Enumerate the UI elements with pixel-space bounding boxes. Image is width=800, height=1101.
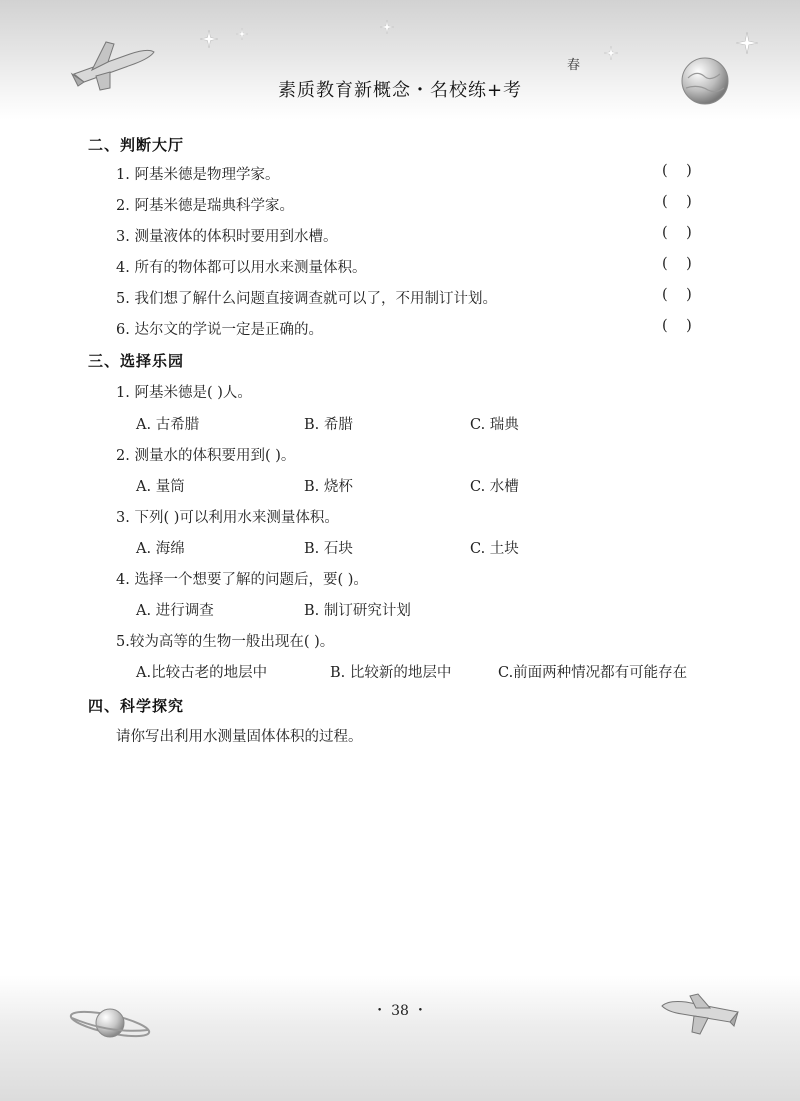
choice-option-2b[interactable]: B. 烧杯: [304, 479, 353, 495]
choice-option-2c[interactable]: C. 水槽: [470, 479, 519, 495]
judge-answer-blank-4[interactable]: ( ): [662, 256, 692, 272]
choice-option-5b[interactable]: B. 比较新的地层中: [330, 665, 452, 681]
judge-item-6: 6. 达尔文的学说一定是正确的。: [116, 322, 323, 338]
choice-question-2: 2. 测量水的体积要用到( )。: [116, 448, 296, 464]
choice-question-5: 5.较为高等的生物一般出现在( )。: [116, 634, 335, 650]
judge-item-2: 2. 阿基米德是瑞典科学家。: [116, 198, 294, 214]
sparkle-icon: [736, 32, 758, 54]
season-label: 春: [567, 58, 581, 73]
judge-item-1: 1. 阿基米德是物理学家。: [116, 167, 280, 183]
section-heading-inquiry: 四、科学探究: [88, 697, 185, 715]
sparkle-icon: [380, 20, 394, 34]
judge-item-4: 4. 所有的物体都可以用水来测量体积。: [116, 260, 367, 276]
choice-option-2a[interactable]: A. 量筒: [136, 479, 185, 495]
judge-answer-blank-5[interactable]: ( ): [662, 287, 692, 303]
sparkle-icon: [200, 30, 218, 48]
page-header-title: 素质教育新概念・名校练+考: [277, 80, 523, 101]
choice-option-5a[interactable]: A.比较古老的地层中: [136, 665, 268, 681]
choice-option-1a[interactable]: A. 古希腊: [136, 417, 200, 433]
choice-option-3a[interactable]: A. 海绵: [136, 541, 185, 557]
judge-answer-blank-3[interactable]: ( ): [662, 225, 692, 241]
choice-question-1: 1. 阿基米德是( )人。: [116, 385, 252, 401]
choice-option-3c[interactable]: C. 土块: [470, 541, 519, 557]
judge-answer-blank-2[interactable]: ( ): [662, 194, 692, 210]
judge-answer-blank-6[interactable]: ( ): [662, 318, 692, 334]
choice-option-3b[interactable]: B. 石块: [304, 541, 353, 557]
choice-option-4b[interactable]: B. 制订研究计划: [304, 603, 411, 619]
section-heading-choice: 三、选择乐园: [88, 352, 185, 370]
choice-option-1c[interactable]: C. 瑞典: [470, 417, 519, 433]
judge-item-5: 5. 我们想了解什么问题直接调查就可以了，不用制订计划。: [116, 291, 497, 307]
sparkle-icon: [236, 28, 248, 40]
inquiry-prompt: 请你写出利用水测量固体体积的过程。: [116, 729, 363, 745]
sparkle-icon: [604, 46, 618, 60]
choice-option-4a[interactable]: A. 进行调查: [136, 603, 214, 619]
choice-option-1b[interactable]: B. 希腊: [304, 417, 353, 433]
choice-question-3: 3. 下列( )可以利用水来测量体积。: [116, 510, 339, 526]
section-heading-judge: 二、判断大厅: [88, 136, 185, 154]
choice-question-4: 4. 选择一个想要了解的问题后，要( )。: [116, 572, 368, 588]
page-number: ・ 38 ・: [372, 1003, 428, 1019]
judge-answer-blank-1[interactable]: ( ): [662, 163, 692, 179]
choice-option-5c[interactable]: C.前面两种情况都有可能存在: [498, 665, 688, 681]
judge-item-3: 3. 测量液体的体积时要用到水槽。: [116, 229, 338, 245]
